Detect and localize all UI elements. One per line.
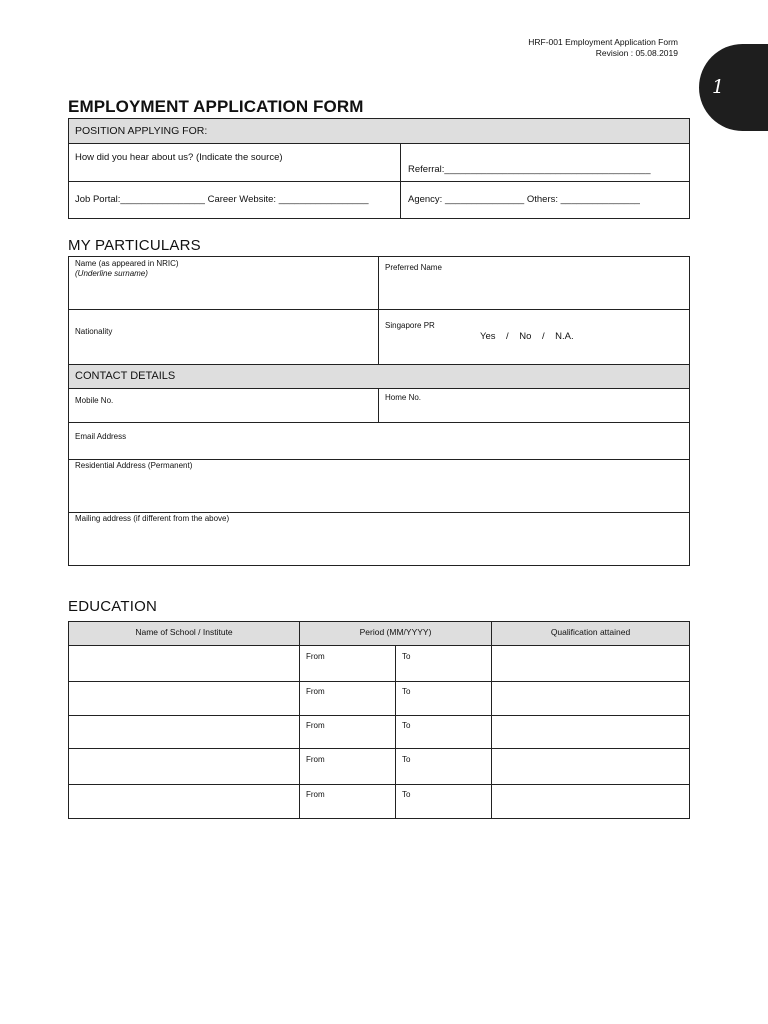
education-heading: EDUCATION	[68, 598, 158, 615]
particulars-heading: MY PARTICULARS	[68, 237, 201, 254]
qualification-cell[interactable]	[492, 749, 690, 785]
qualification-cell[interactable]	[492, 785, 690, 819]
to-cell[interactable]	[396, 716, 492, 749]
referral-cell[interactable]	[401, 144, 690, 182]
from-cell[interactable]	[300, 682, 396, 716]
table-row	[69, 646, 690, 682]
home-label: Home No.	[385, 393, 422, 402]
from-cell[interactable]	[300, 785, 396, 819]
position-heading-cell[interactable]	[69, 119, 690, 144]
email-label: Email Address	[75, 432, 127, 441]
residential-label: Residential Address (Permanent)	[75, 461, 193, 470]
document-meta	[528, 37, 678, 59]
from-label: From	[306, 755, 325, 764]
to-label: To	[402, 755, 411, 764]
table-row	[69, 749, 690, 785]
from-label: From	[306, 652, 325, 661]
singapore-pr-cell[interactable]	[379, 310, 690, 365]
others-field[interactable]: Others: _______________	[526, 194, 640, 205]
to-label: To	[402, 721, 411, 730]
to-cell[interactable]	[396, 785, 492, 819]
from-label: From	[306, 790, 325, 799]
mailing-label: Mailing address (if different from the above)	[75, 514, 230, 523]
qualification-cell[interactable]	[492, 682, 690, 716]
doc-code: HRF-001 Employment Application Form	[528, 37, 678, 47]
nationality-cell[interactable]	[69, 310, 379, 365]
to-label: To	[402, 790, 411, 799]
to-cell[interactable]	[396, 646, 492, 682]
col-period-label: Period (MM/YYYY)	[359, 627, 432, 637]
col-school-label: Name of School / Institute	[135, 627, 233, 637]
agency-others-cell[interactable]	[401, 182, 690, 219]
position-table	[68, 118, 690, 219]
qualification-cell[interactable]	[492, 716, 690, 749]
referral-field[interactable]: Referral:_______________________________________	[408, 164, 651, 175]
residential-cell[interactable]	[69, 460, 690, 513]
position-heading: POSITION APPLYING FOR:	[75, 125, 208, 137]
from-label: From	[306, 721, 325, 730]
from-cell[interactable]	[300, 749, 396, 785]
col-school-header	[69, 622, 300, 646]
hear-about-label: How did you hear about us? (Indicate the source)	[75, 152, 283, 163]
table-row	[69, 785, 690, 819]
particulars-table	[68, 256, 690, 566]
career-website-field[interactable]: Career Website: _________________	[207, 194, 369, 205]
school-cell[interactable]	[69, 785, 300, 819]
hear-about-cell[interactable]	[69, 144, 401, 182]
revision-date: Revision : 05.08.2019	[595, 48, 678, 58]
home-cell[interactable]	[379, 389, 690, 423]
email-cell[interactable]	[69, 423, 690, 460]
page-tab	[699, 44, 768, 131]
pr-options[interactable]: Yes / No / N.A.	[480, 331, 574, 342]
school-cell[interactable]	[69, 749, 300, 785]
to-cell[interactable]	[396, 682, 492, 716]
source-options-cell[interactable]	[69, 182, 401, 219]
preferred-name-label: Preferred Name	[385, 263, 442, 272]
education-table	[68, 621, 690, 819]
preferred-name-cell[interactable]	[379, 257, 690, 310]
name-cell[interactable]	[69, 257, 379, 310]
mobile-cell[interactable]	[69, 389, 379, 423]
school-cell[interactable]	[69, 646, 300, 682]
to-cell[interactable]	[396, 749, 492, 785]
school-cell[interactable]	[69, 682, 300, 716]
name-label: Name (as appeared in NRIC)	[75, 259, 179, 268]
table-row	[69, 716, 690, 749]
col-qualification-label: Qualification attained	[550, 627, 631, 637]
name-note: (Underline surname)	[75, 269, 148, 278]
page-number: 1	[712, 76, 725, 98]
nationality-label: Nationality	[75, 327, 113, 336]
job-portal-field[interactable]: Job Portal:________________	[75, 194, 205, 205]
to-label: To	[402, 687, 411, 696]
agency-field[interactable]: Agency: _______________	[408, 194, 525, 205]
contact-heading: CONTACT DETAILS	[75, 370, 176, 382]
col-period-header	[300, 622, 492, 646]
singapore-pr-label: Singapore PR	[385, 321, 435, 330]
to-label: To	[402, 652, 411, 661]
from-cell[interactable]	[300, 716, 396, 749]
from-label: From	[306, 687, 325, 696]
mobile-label: Mobile No.	[75, 396, 114, 405]
contact-heading-cell	[69, 365, 690, 389]
school-cell[interactable]	[69, 716, 300, 749]
table-row	[69, 682, 690, 716]
form-title: EMPLOYMENT APPLICATION FORM	[68, 97, 364, 116]
mailing-cell[interactable]	[69, 513, 690, 566]
col-qualification-header	[492, 622, 690, 646]
from-cell[interactable]	[300, 646, 396, 682]
qualification-cell[interactable]	[492, 646, 690, 682]
